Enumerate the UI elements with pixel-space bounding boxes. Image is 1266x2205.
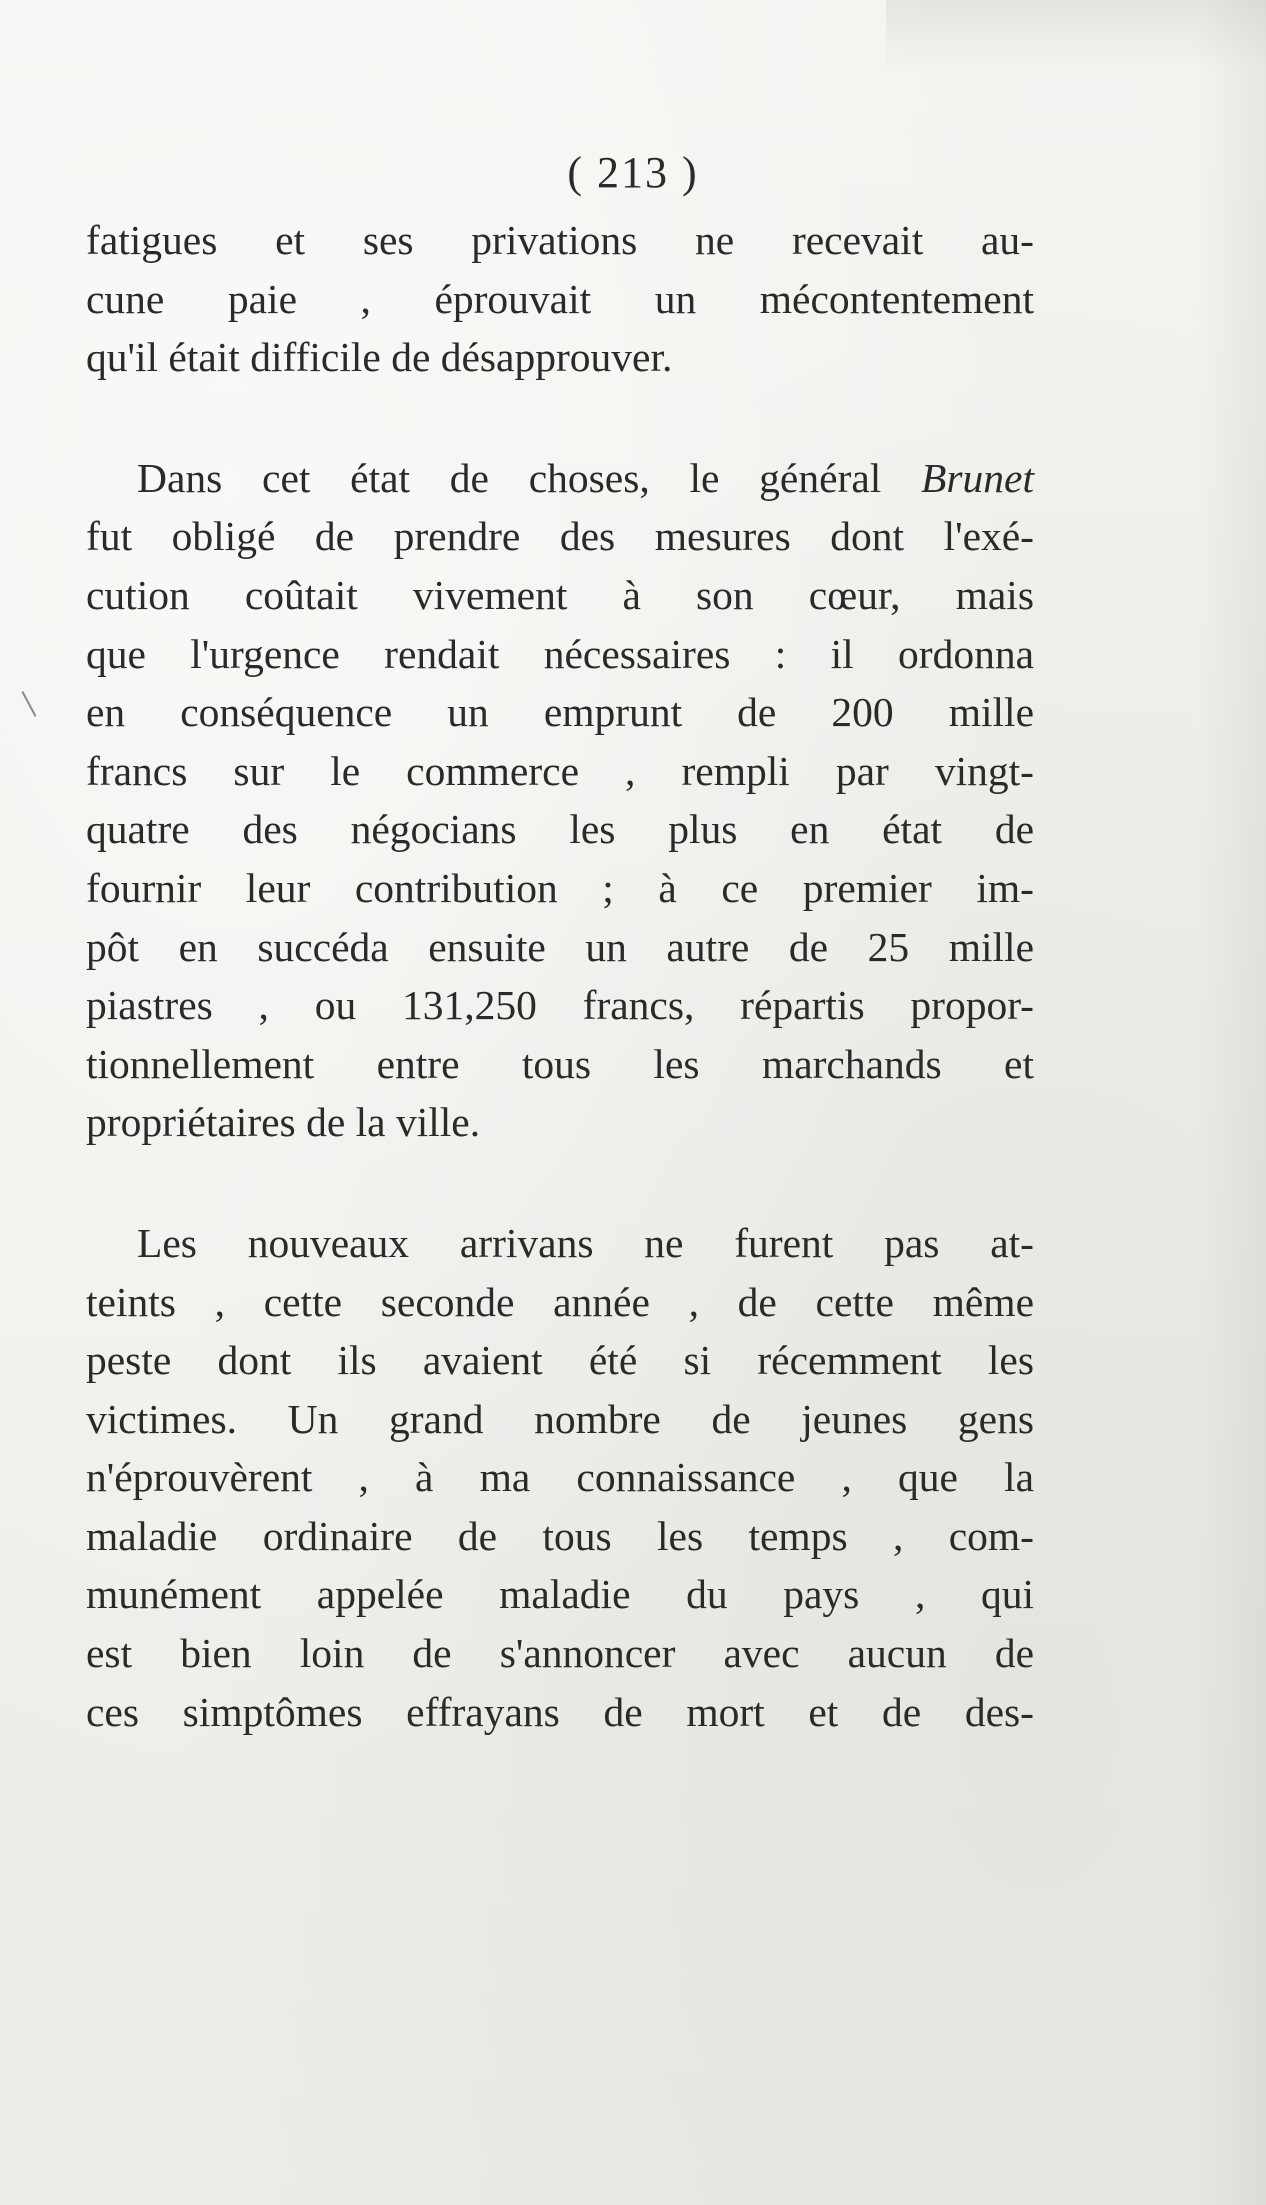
text-line: en conséquence un emprunt de 200 mille — [86, 689, 1034, 736]
page-edge-shadow — [1196, 0, 1266, 2205]
stray-mark — [22, 691, 37, 717]
text-line: tionnellement entre tous les marchands et — [86, 1040, 1034, 1087]
text-line: victimes. Un grand nombre de jeunes gens — [86, 1395, 1034, 1442]
text-line: cution coûtait vivement à son cœur, mais — [86, 571, 1034, 618]
page-number: ( 213 ) — [567, 148, 699, 197]
text-line: que l'urgence rendait nécessaires : il ordonna — [86, 630, 1034, 677]
text-line: francs sur le commerce , rempli par vingt- — [86, 747, 1034, 794]
text-line: cune paie , éprouvait un mécontentement — [86, 275, 1034, 322]
text-line: pôt en succéda ensuite un autre de 25 mille — [86, 923, 1034, 970]
text-line: propriétaires de la ville. — [86, 1099, 481, 1146]
text-line: Les nouveaux arrivans ne furent pas at- — [137, 1219, 1034, 1266]
paragraph-gap — [86, 1152, 1034, 1214]
text-line: fatigues et ses privations ne recevait au- — [86, 217, 1034, 263]
text-line: munément appelée maladie du pays , qui — [86, 1571, 1034, 1618]
body-text — [86, 211, 1034, 1741]
paragraph-1 — [86, 211, 1034, 387]
paragraph-gap — [86, 387, 1034, 449]
text-line: peste dont ils avaient été si récemment les — [86, 1337, 1034, 1384]
text-line: fut obligé de prendre des mesures dont l'exé- — [86, 513, 1034, 560]
paragraph-2 — [86, 449, 1034, 1152]
text-line — [86, 449, 1034, 508]
paragraph-3 — [86, 1214, 1034, 1741]
page-corner-shadow — [886, 0, 1266, 70]
text-line: maladie ordinaire de tous les temps , com- — [86, 1512, 1034, 1559]
text-line: piastres , ou 131,250 francs, répartis propor- — [86, 982, 1034, 1029]
text-line: n'éprouvèrent , à ma connaissance , que la — [86, 1454, 1034, 1501]
text-line: fournir leur contribution ; à ce premier im- — [86, 864, 1034, 911]
text-line: ces simptômes effrayans de mort et de des- — [86, 1688, 1034, 1735]
text-line: teints , cette seconde année , de cette même — [86, 1278, 1034, 1325]
text-line: quatre des négocians les plus en état de — [86, 806, 1034, 853]
text-line: qu'il était difficile de désapprouver. — [86, 334, 673, 381]
text-segment: Dans cet état de choses, le général — [137, 454, 882, 501]
text-line: est bien loin de s'annoncer avec aucun de — [86, 1630, 1034, 1677]
person-name: Brunet — [921, 454, 1034, 501]
